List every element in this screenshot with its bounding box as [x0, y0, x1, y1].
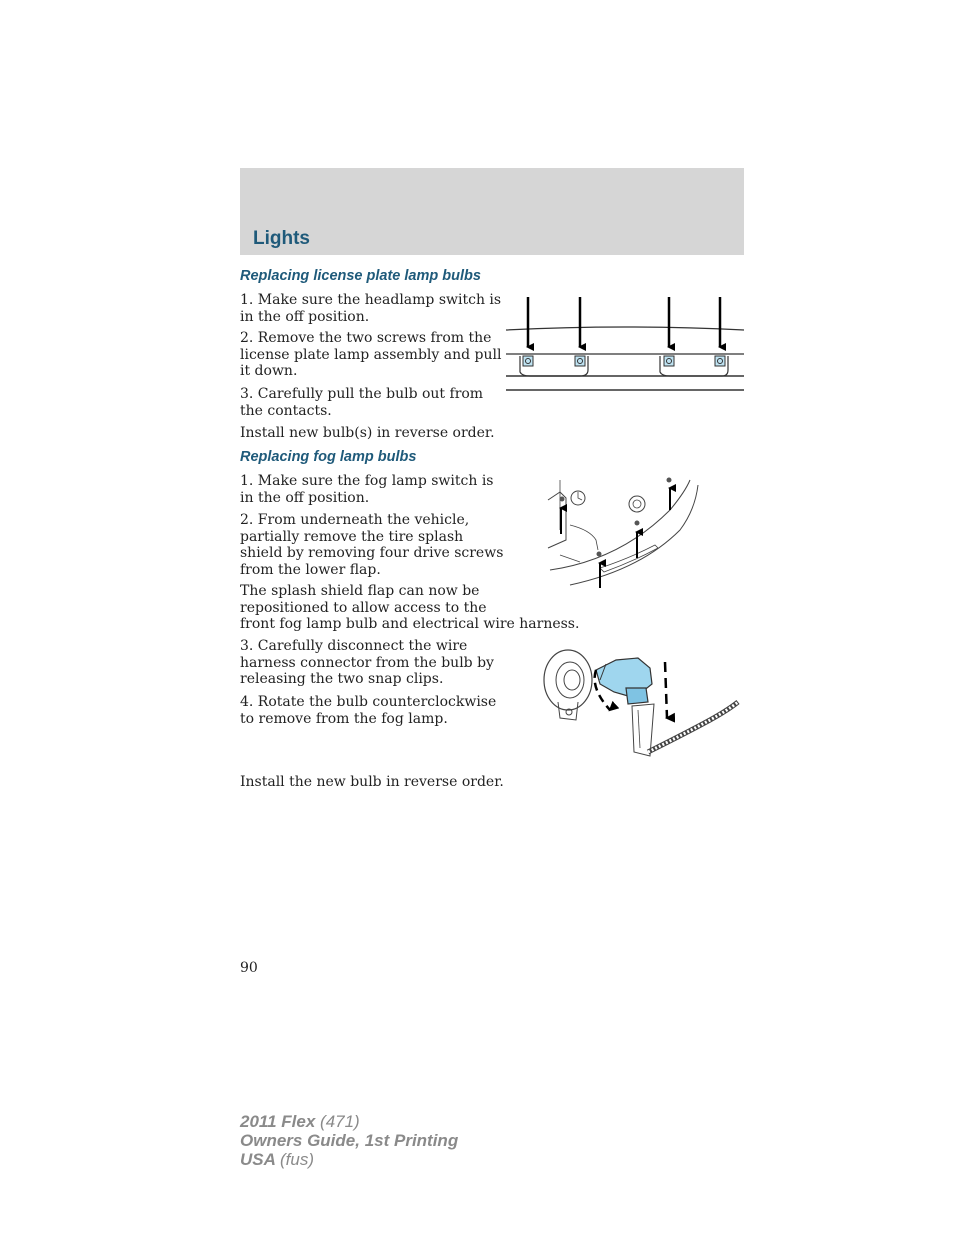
- license-step-3: 3. Carefully pull the bulb out from the contacts.: [240, 386, 484, 419]
- fog-step-4: 4. Rotate the bulb counterclockwise to remove from the fog lamp.: [240, 694, 497, 727]
- fog-step-1: 1. Make sure the fog lamp switch is in the off position.: [240, 473, 494, 506]
- fog-step-2: 2. From underneath the vehicle, partially remove the tire splash shield by removing four drive screws from the lower flap.: [240, 512, 504, 578]
- splash-shield-illustration: [540, 470, 705, 595]
- page-number: 90: [240, 960, 258, 976]
- license-plate-lamp-illustration: [500, 292, 750, 397]
- license-plate-heading: Replacing license plate lamp bulbs: [240, 268, 481, 284]
- footer-model-code: (471): [320, 1112, 360, 1131]
- fog-install-note: Install the new bulb in reverse order.: [240, 774, 504, 790]
- license-step-2: 2. Remove the two screws from the license plate lamp assembly and pull it down.: [240, 330, 502, 379]
- fog-splash-note: The splash shield flap can now be repositioned to allow access to the front fog lamp bulb and electrical wire harness.: [240, 583, 580, 632]
- license-install-note: Install new bulb(s) in reverse order.: [240, 425, 495, 441]
- section-title: Lights: [253, 228, 310, 249]
- footer-market-code: (fus): [280, 1150, 314, 1169]
- fog-step-3: 3. Carefully disconnect the wire harness connector from the bulb by releasing the two snap clips.: [240, 638, 494, 687]
- license-step-1: 1. Make sure the headlamp switch is in the off position.: [240, 292, 502, 325]
- fog-lamp-heading: Replacing fog lamp bulbs: [240, 449, 417, 465]
- footer-guide-edition: Owners Guide, 1st Printing: [240, 1131, 459, 1150]
- footer-print-info: [240, 1112, 458, 1169]
- footer-market: USA: [240, 1150, 276, 1169]
- footer-model: 2011 Flex: [240, 1112, 316, 1131]
- fog-bulb-harness-illustration: [538, 640, 743, 760]
- section-header-band: [240, 168, 744, 255]
